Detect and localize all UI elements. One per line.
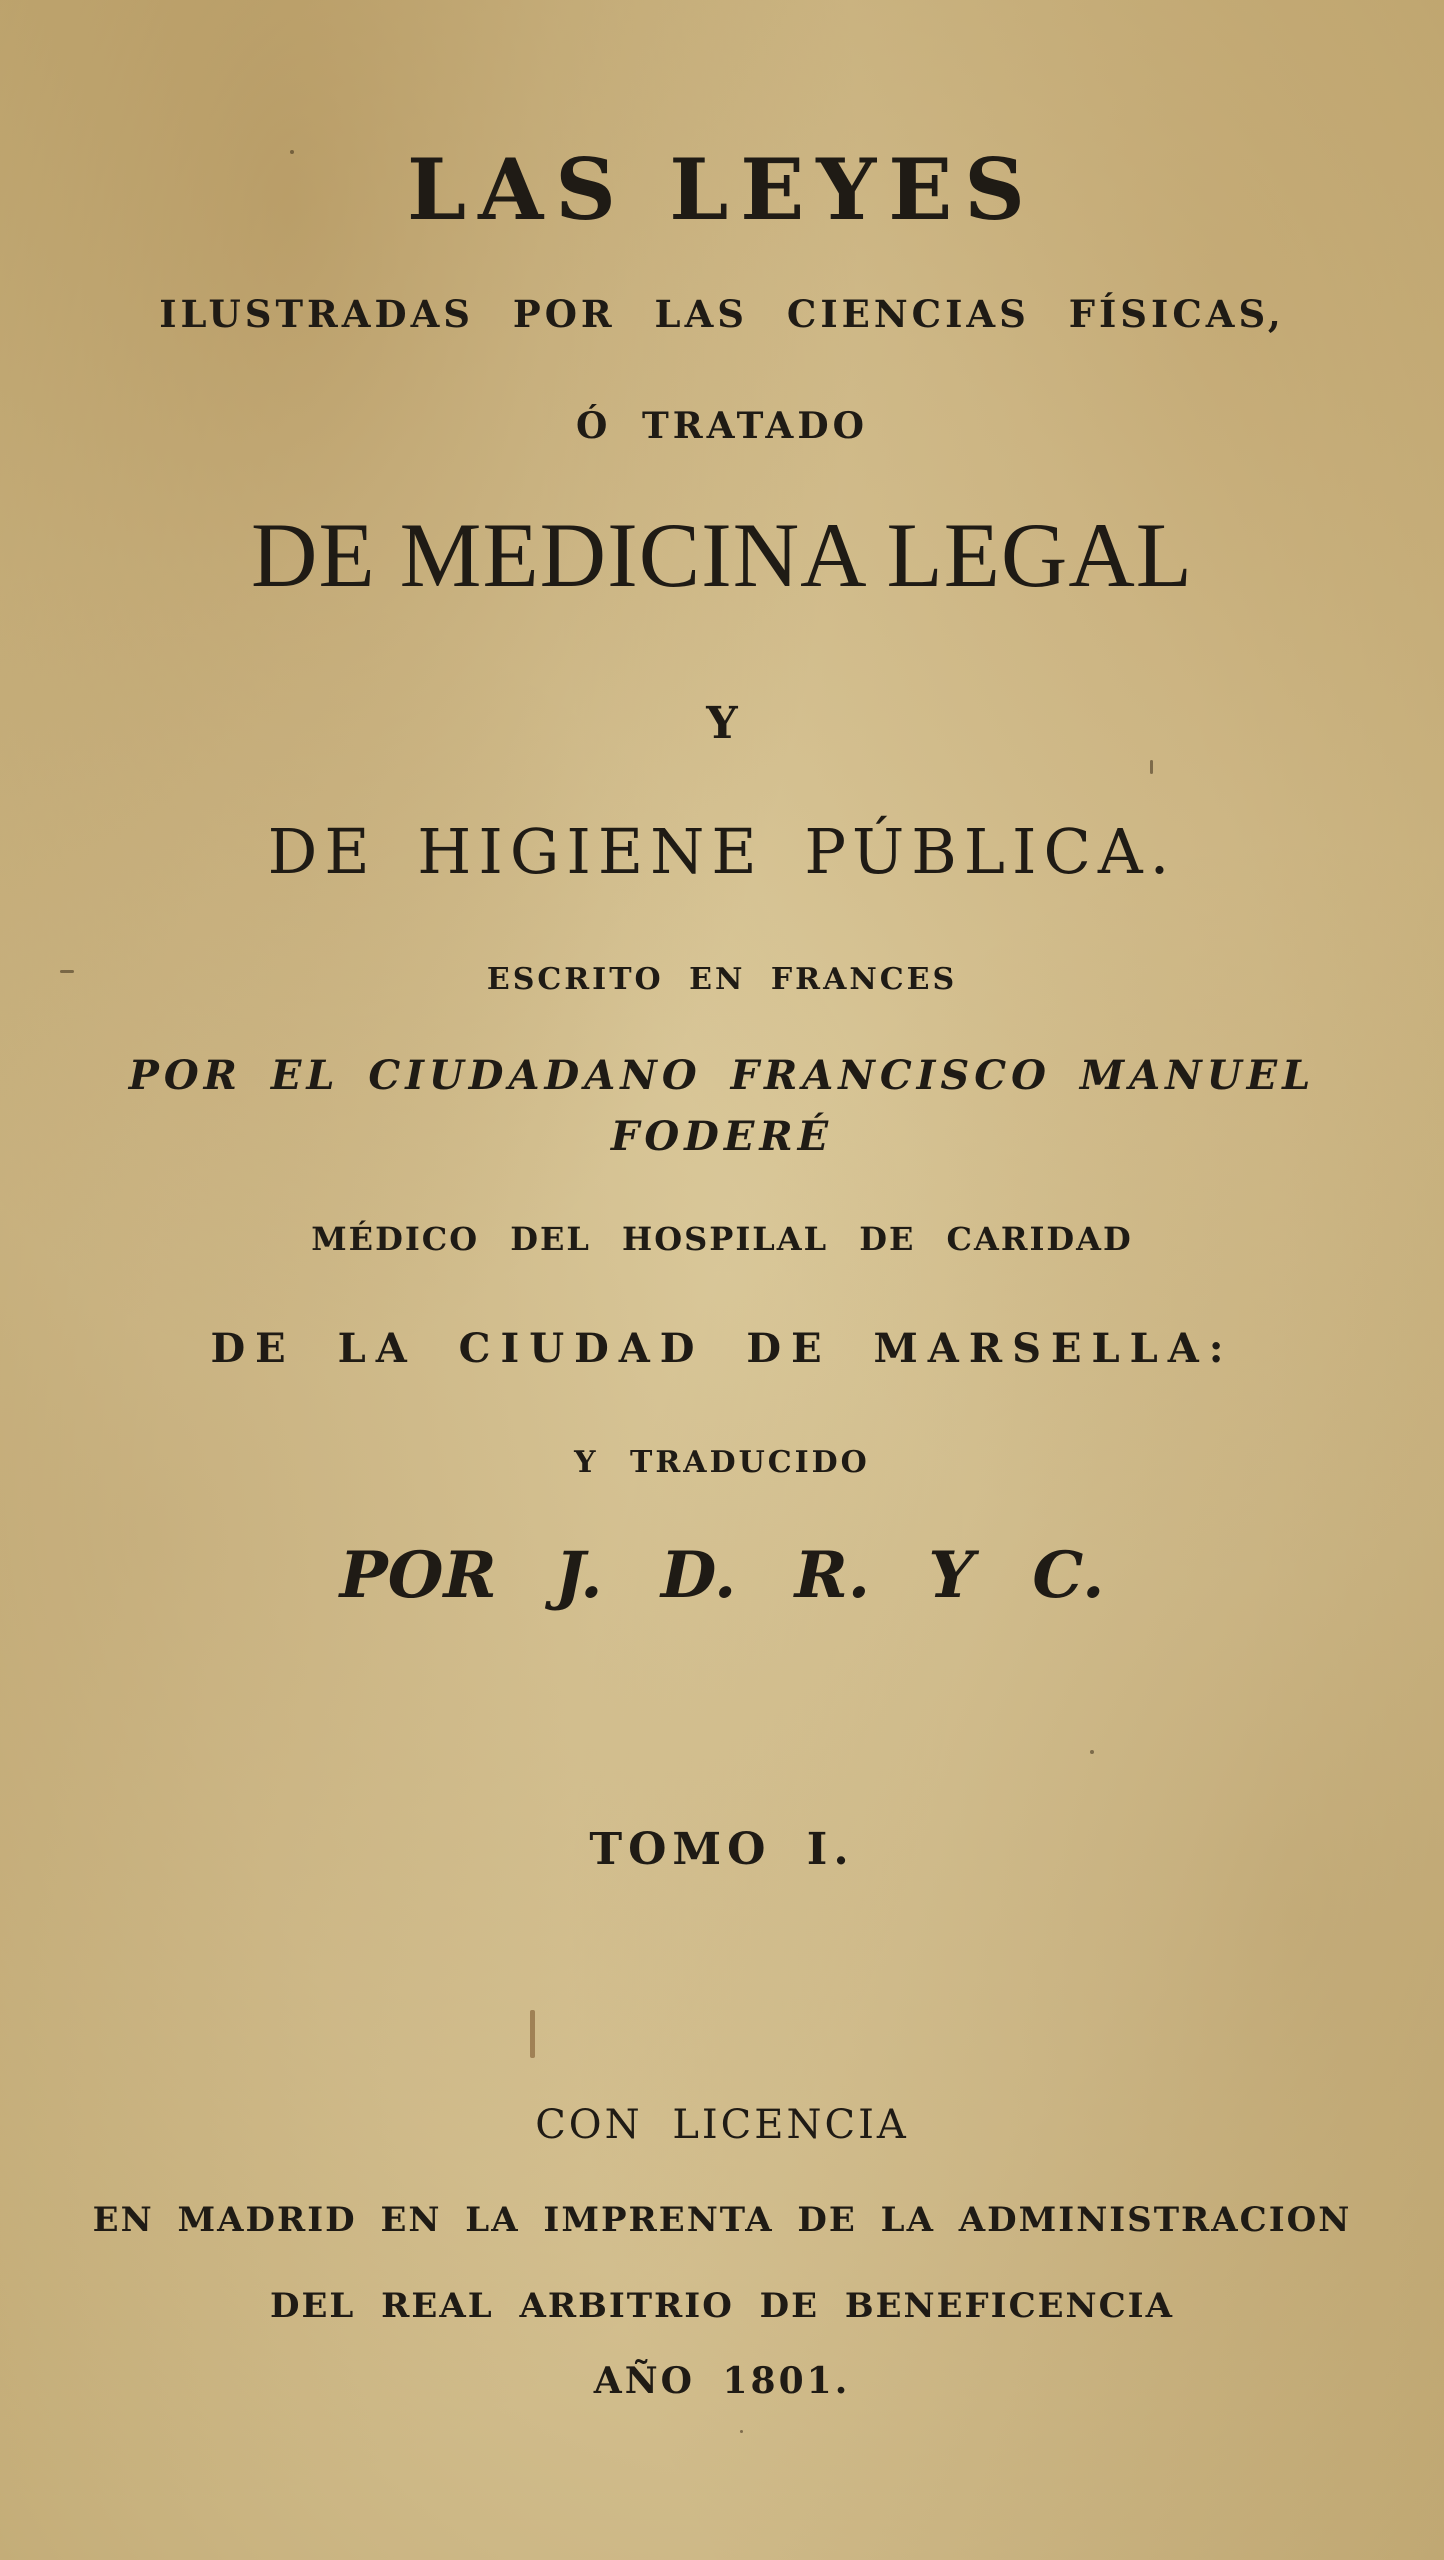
volume-number: TOMO I. xyxy=(589,1824,855,1875)
title-conjunction: Y xyxy=(706,698,738,749)
paper-speck xyxy=(530,2010,535,2058)
paper-speck xyxy=(740,2430,743,2433)
paper-speck xyxy=(1090,1750,1094,1754)
book-subtitle: ILUSTRADAS POR LAS CIENCIAS FÍSICAS, xyxy=(159,292,1285,336)
author-city: DE LA CIUDAD DE MARSELLA: xyxy=(210,1325,1234,1372)
paper-speck xyxy=(290,150,294,154)
author-line-1: POR EL CIUDADANO FRANCISCO MANUEL xyxy=(128,1052,1316,1099)
author-role: MÉDICO DEL HOSPILAL DE CARIDAD xyxy=(311,1220,1133,1258)
author-line-2: FODERÉ xyxy=(610,1113,834,1160)
main-title: DE MEDICINA LEGAL xyxy=(251,504,1193,606)
imprint-year: AÑO 1801. xyxy=(593,2360,851,2402)
paper-speck xyxy=(1150,760,1153,774)
book-title: LAS LEYES xyxy=(407,140,1037,239)
title-connector: Ó TRATADO xyxy=(576,405,868,447)
original-language-note: ESCRITO EN FRANCES xyxy=(486,962,958,997)
translation-note: Y TRADUCIDO xyxy=(574,1445,870,1480)
secondary-title: DE HIGIENE PÚBLICA. xyxy=(267,815,1177,888)
license-line: CON LICENCIA xyxy=(535,2102,909,2148)
imprint-press: DEL REAL ARBITRIO DE BENEFICENCIA xyxy=(270,2286,1174,2326)
translator-initials: POR J. D. R. Y C. xyxy=(339,1538,1105,1613)
imprint-place: EN MADRID EN LA IMPRENTA DE LA ADMINISTRACION xyxy=(92,2200,1352,2240)
paper-speck xyxy=(60,970,74,973)
